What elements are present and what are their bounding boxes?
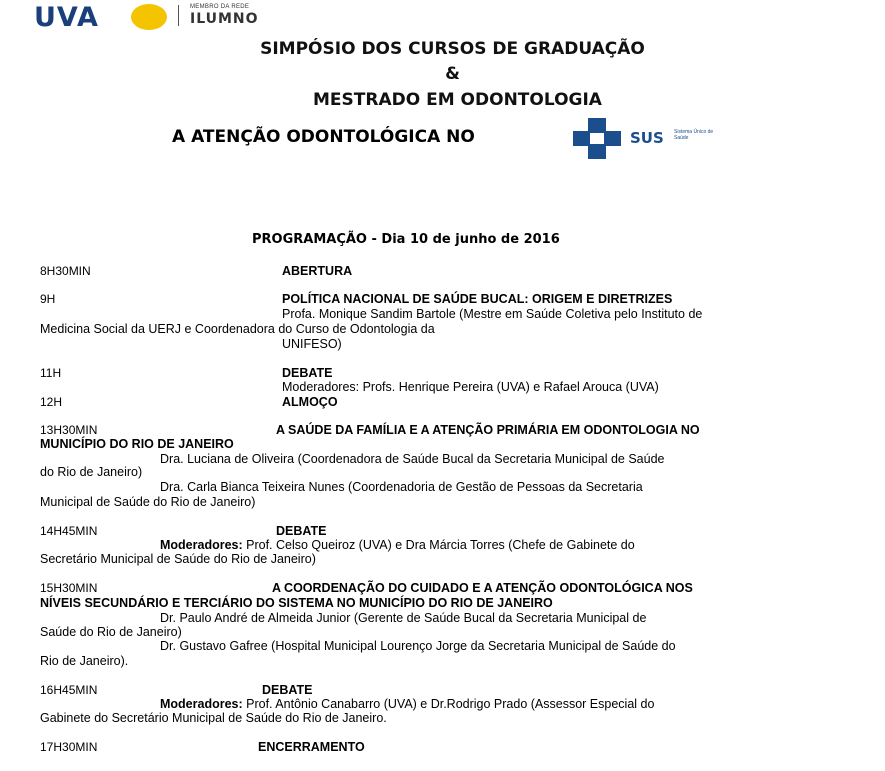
time-label: 17H30MIN bbox=[40, 740, 98, 754]
sus-logo-text: SUS bbox=[630, 129, 664, 147]
time-label: 11H bbox=[40, 366, 62, 380]
moderators-text: Moderadores: Profs. Henrique Pereira (UVA) e Rafael Arouca (UVA) bbox=[282, 380, 659, 394]
time-label: 12H bbox=[40, 395, 63, 409]
time-label: 16H45MIN bbox=[40, 683, 98, 697]
sus-subtitle: Sistema Único de Saúde bbox=[674, 129, 714, 141]
speaker-text: Dra. Carla Bianca Teixeira Nunes (Coordenadoria de Gestão de Pessoas da Secretaria bbox=[160, 480, 643, 494]
title-line-2: & bbox=[445, 64, 460, 84]
moderators-text bbox=[160, 697, 654, 711]
speaker-text: Medicina Social da UERJ e Coordenadora do Curso de Odontologia da bbox=[40, 322, 435, 336]
session-title: ALMOÇO bbox=[282, 395, 338, 409]
session-title-cont: NÍVEIS SECUNDÁRIO E TERCIÁRIO DO SISTEMA NO MUNICÍPIO DO RIO DE JANEIRO bbox=[40, 596, 553, 610]
session-title: DEBATE bbox=[282, 366, 333, 380]
title-line-3: MESTRADO EM ODONTOLOGIA bbox=[313, 90, 602, 110]
moderators-text bbox=[160, 538, 635, 552]
uva-logo-text: UVA bbox=[34, 2, 99, 33]
uva-sun-icon bbox=[131, 4, 167, 30]
speaker-text: Rio de Janeiro). bbox=[40, 654, 129, 668]
session-title: A COORDENAÇÃO DO CUIDADO E A ATENÇÃO ODONTOLÓGICA NOS bbox=[272, 581, 693, 595]
time-label: 13H30MIN bbox=[40, 423, 98, 437]
session-title: A SAÚDE DA FAMÍLIA E A ATENÇÃO PRIMÁRIA EM ODONTOLOGIA NO bbox=[276, 423, 700, 437]
time-label: 15H30MIN bbox=[40, 581, 98, 595]
session-title: DEBATE bbox=[276, 524, 327, 538]
session-title: ENCERRAMENTO bbox=[258, 740, 365, 754]
speaker-text: Profa. Monique Sandim Bartole (Mestre em Saúde Coletiva pelo Instituto de bbox=[282, 307, 703, 321]
session-title-cont: MUNICÍPIO DO RIO DE JANEIRO bbox=[40, 437, 234, 451]
moderators-label: Moderadores: bbox=[160, 538, 243, 552]
sus-cross-center bbox=[590, 133, 604, 144]
session-title: DEBATE bbox=[262, 683, 313, 697]
speaker-text: Municipal de Saúde do Rio de Janeiro) bbox=[40, 495, 256, 509]
membro-label: MEMBRO DA REDE bbox=[190, 4, 250, 10]
speaker-text: UNIFESO) bbox=[282, 337, 342, 351]
ilumno-logo-text: ILUMNO bbox=[190, 11, 259, 27]
time-label: 8H30MIN bbox=[40, 264, 91, 278]
moderators-text: Gabinete do Secretário Municipal de Saúde do Rio de Janeiro. bbox=[40, 711, 387, 725]
speaker-text: Dra. Luciana de Oliveira (Coordenadora de Saúde Bucal da Secretaria Municipal de Saúde bbox=[160, 452, 665, 466]
logo-divider bbox=[178, 5, 179, 26]
moderators-names: Prof. Antônio Canabarro (UVA) e Dr.Rodrigo Prado (Assessor Especial do bbox=[242, 697, 655, 711]
moderators-label: Moderadores: bbox=[160, 697, 243, 711]
title-line-1: SIMPÓSIO DOS CURSOS DE GRADUAÇÃO bbox=[260, 39, 645, 59]
session-title: ABERTURA bbox=[282, 264, 353, 278]
programacao-heading: PROGRAMAÇÃO - Dia 10 de junho de 2016 bbox=[252, 232, 560, 247]
speaker-text: Saúde do Rio de Janeiro) bbox=[40, 625, 182, 639]
time-label: 9H bbox=[40, 292, 56, 306]
title-line-4: A ATENÇÃO ODONTOLÓGICA NO bbox=[172, 127, 475, 147]
moderators-text: Secretário Municipal de Saúde do Rio de Janeiro) bbox=[40, 552, 316, 566]
time-label: 14H45MIN bbox=[40, 524, 98, 538]
session-title: POLÍTICA NACIONAL DE SAÚDE BUCAL: ORIGEM E DIRETRIZES bbox=[282, 292, 673, 306]
moderators-names: Prof. Celso Queiroz (UVA) e Dra Márcia Torres (Chefe de Gabinete do bbox=[242, 538, 635, 552]
speaker-text: Dr. Gustavo Gafree (Hospital Municipal Lourenço Jorge da Secretaria Municipal de Saúde do bbox=[160, 639, 676, 653]
speaker-text: Dr. Paulo André de Almeida Junior (Gerente de Saúde Bucal da Secretaria Municipal de bbox=[160, 611, 647, 625]
speaker-text: do Rio de Janeiro) bbox=[40, 465, 143, 479]
